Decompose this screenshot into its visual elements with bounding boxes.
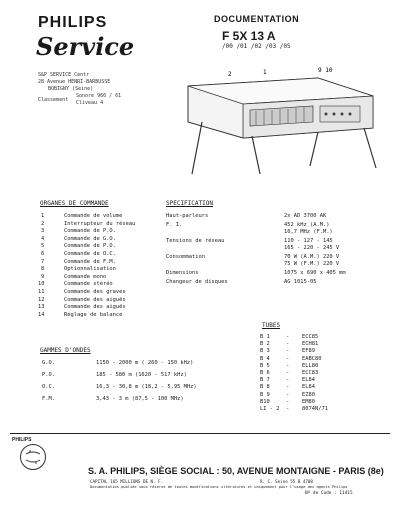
service-address-1: S&P SERVICE Centr (38, 72, 90, 78)
philips-logo: PHILIPS (38, 14, 108, 31)
spec-value: 10,7 MHz (F.M.) (284, 229, 333, 235)
spec-value: 2x AD 3700 AK (284, 213, 327, 219)
control-label: Commande stéréo (64, 281, 113, 288)
control-number: 8 (41, 266, 45, 273)
classement-label: Classement (38, 97, 69, 103)
spec-label: F. I. (166, 222, 183, 228)
band-range: 16,3 - 30,8 m (18,2 - 5,95 MHz) (96, 384, 197, 390)
tube-type: ECC85 (302, 334, 319, 340)
band-name: F.M. (42, 396, 55, 402)
tube-ref: B 1 (260, 334, 270, 340)
model-number: F 5X 13 A (222, 29, 276, 43)
tube-ref: B 4 (260, 355, 270, 362)
control-number: 6 (41, 251, 45, 257)
tube-type: ECC83 (302, 370, 319, 376)
spec-value: 110 - 127 - 145 (284, 238, 333, 244)
spec-value: 165 - 220 - 245 V (284, 245, 340, 251)
control-label: Optionnalisation (64, 266, 116, 273)
tube-ref: B 5 (260, 362, 270, 369)
control-label: Commande de P.O. (64, 228, 116, 235)
documentation-title: DOCUMENTATION (214, 14, 300, 24)
tube-dash: - (286, 341, 290, 348)
band-name: O.C. (42, 384, 55, 390)
tube-type: EZ80 (302, 391, 315, 398)
tube-dash: - (286, 362, 290, 369)
control-number: 5 (41, 243, 45, 250)
footer-notice: Documentation publiée sous réserve de toutes modifications ultérieures et uniquement pour l'usage des agents Philips (90, 485, 348, 489)
control-number: 7 (41, 258, 45, 265)
spec-label: Tensions de réseau (166, 238, 225, 244)
control-number: 3 (41, 228, 45, 235)
footer-rc: R. C. Seine 55 B 4708 (260, 479, 313, 484)
service-address-3: BOBIGNY (Seine) (48, 86, 94, 92)
footer-philips-logo: PHILIPS (12, 437, 32, 443)
control-number: 10 (38, 281, 45, 288)
tube-type: EL84 (302, 384, 315, 391)
specification-heading: SPECIFICATION (166, 200, 213, 207)
tube-ref: B10 (260, 398, 270, 405)
philips-shield-icon (20, 444, 46, 470)
tube-type: ECH81 (302, 341, 319, 348)
spec-value: 70 W (A.M.) 220 V (284, 254, 340, 260)
tube-ref: B 7 (260, 377, 270, 384)
control-number: 2 (41, 220, 45, 227)
control-label: Réglage de balance (64, 311, 123, 318)
spec-value: 1075 x 690 x 405 mm (284, 270, 346, 276)
controls-heading: ORGANES DE COMMANDE (40, 200, 109, 207)
tube-dash: - (286, 348, 290, 355)
spec-value: 75 W (F.M.) 220 V (284, 261, 340, 267)
spec-label: Changeur de disques (166, 279, 228, 285)
svg-text:2: 2 (228, 71, 232, 78)
tube-type: EF89 (302, 348, 315, 355)
tube-dash: - (286, 334, 290, 340)
tube-dash: - (286, 355, 290, 362)
band-range: 1150 - 2000 m ( 260 - 150 kHz) (96, 360, 194, 366)
control-number: 1 (41, 213, 45, 219)
tubes-heading: TUBES (262, 322, 281, 329)
control-number: 12 (38, 296, 45, 303)
tube-type: 8074N/71 (302, 406, 328, 412)
footer-divider (10, 433, 390, 434)
tube-dash: - (286, 406, 290, 412)
control-number: 9 (41, 273, 45, 280)
radiogram-illustration (168, 56, 388, 178)
control-label: Commande mono (64, 273, 107, 280)
control-label: Commande des aiguës (64, 304, 126, 311)
tube-dash: - (286, 391, 290, 398)
control-label: Commande de O.C. (64, 251, 116, 257)
control-label: Commande des aiguës (64, 296, 126, 303)
bands-heading: GAMMES D'ONDES (40, 347, 91, 354)
spec-label: Haut-parleurs (166, 213, 209, 219)
footer-code: Nº de Code : 11415 (305, 491, 353, 496)
control-label: Commande de P.O. (64, 243, 116, 250)
tube-ref: B 2 (260, 341, 270, 348)
tube-ref: B 9 (260, 391, 270, 398)
svg-text:9 10: 9 10 (318, 67, 333, 74)
tube-type: EABC80 (302, 355, 322, 362)
classement-value-2: Cliveau 4 (76, 100, 104, 106)
footer-company: S. A. PHILIPS, SIÈGE SOCIAL : 50, AVENUE MONTAIGNE - PARIS (8e) (88, 466, 384, 476)
service-address-2: 28 Avenue HENRI-BARBUSSE (38, 79, 111, 85)
tube-ref: B 3 (260, 348, 270, 355)
band-name: P.O. (42, 372, 55, 378)
control-number: 4 (41, 235, 45, 242)
tube-dash: - (286, 377, 290, 384)
control-label: Commande des graves (64, 289, 126, 295)
control-number: 11 (38, 289, 45, 295)
tube-ref: B 6 (260, 370, 270, 376)
control-label: Commande de volume (64, 213, 123, 219)
spec-value: AG 1015-05 (284, 279, 317, 285)
tube-type: EM80 (302, 398, 315, 405)
control-label: Commande de G.O. (64, 235, 116, 242)
spec-label: Consommation (166, 254, 205, 260)
band-range: 3,43 - 3 m (87,5 - 100 MHz) (96, 396, 184, 402)
tube-dash: - (286, 384, 290, 391)
tube-ref: B 8 (260, 384, 270, 391)
tube-dash: - (286, 370, 290, 376)
tube-type: EL84 (302, 377, 315, 384)
control-number: 13 (38, 304, 45, 311)
svg-text:1: 1 (263, 69, 267, 76)
control-label: Interrupteur du réseau (64, 220, 136, 227)
control-number: 14 (38, 311, 45, 318)
band-range: 185 - 580 m (1620 - 517 kHz) (96, 372, 187, 378)
band-name: G.O. (42, 360, 55, 366)
tube-type: ELL80 (302, 362, 319, 369)
tube-dash: - (286, 398, 290, 405)
control-label: Commande de F.M. (64, 258, 116, 265)
classement-value-1: Sonore 960 / 61 (76, 93, 122, 99)
spec-value: 452 kHz (A.M.) (284, 222, 330, 228)
spec-label: Dimensions (166, 270, 199, 276)
tube-ref: LI - 2 (260, 406, 280, 412)
service-logo: Service (36, 32, 135, 61)
footer-capital: CAPITAL 165 MILLIONS DE N. F. (90, 479, 164, 484)
model-variants: /00 /01 /02 /03 /05 (222, 43, 291, 50)
